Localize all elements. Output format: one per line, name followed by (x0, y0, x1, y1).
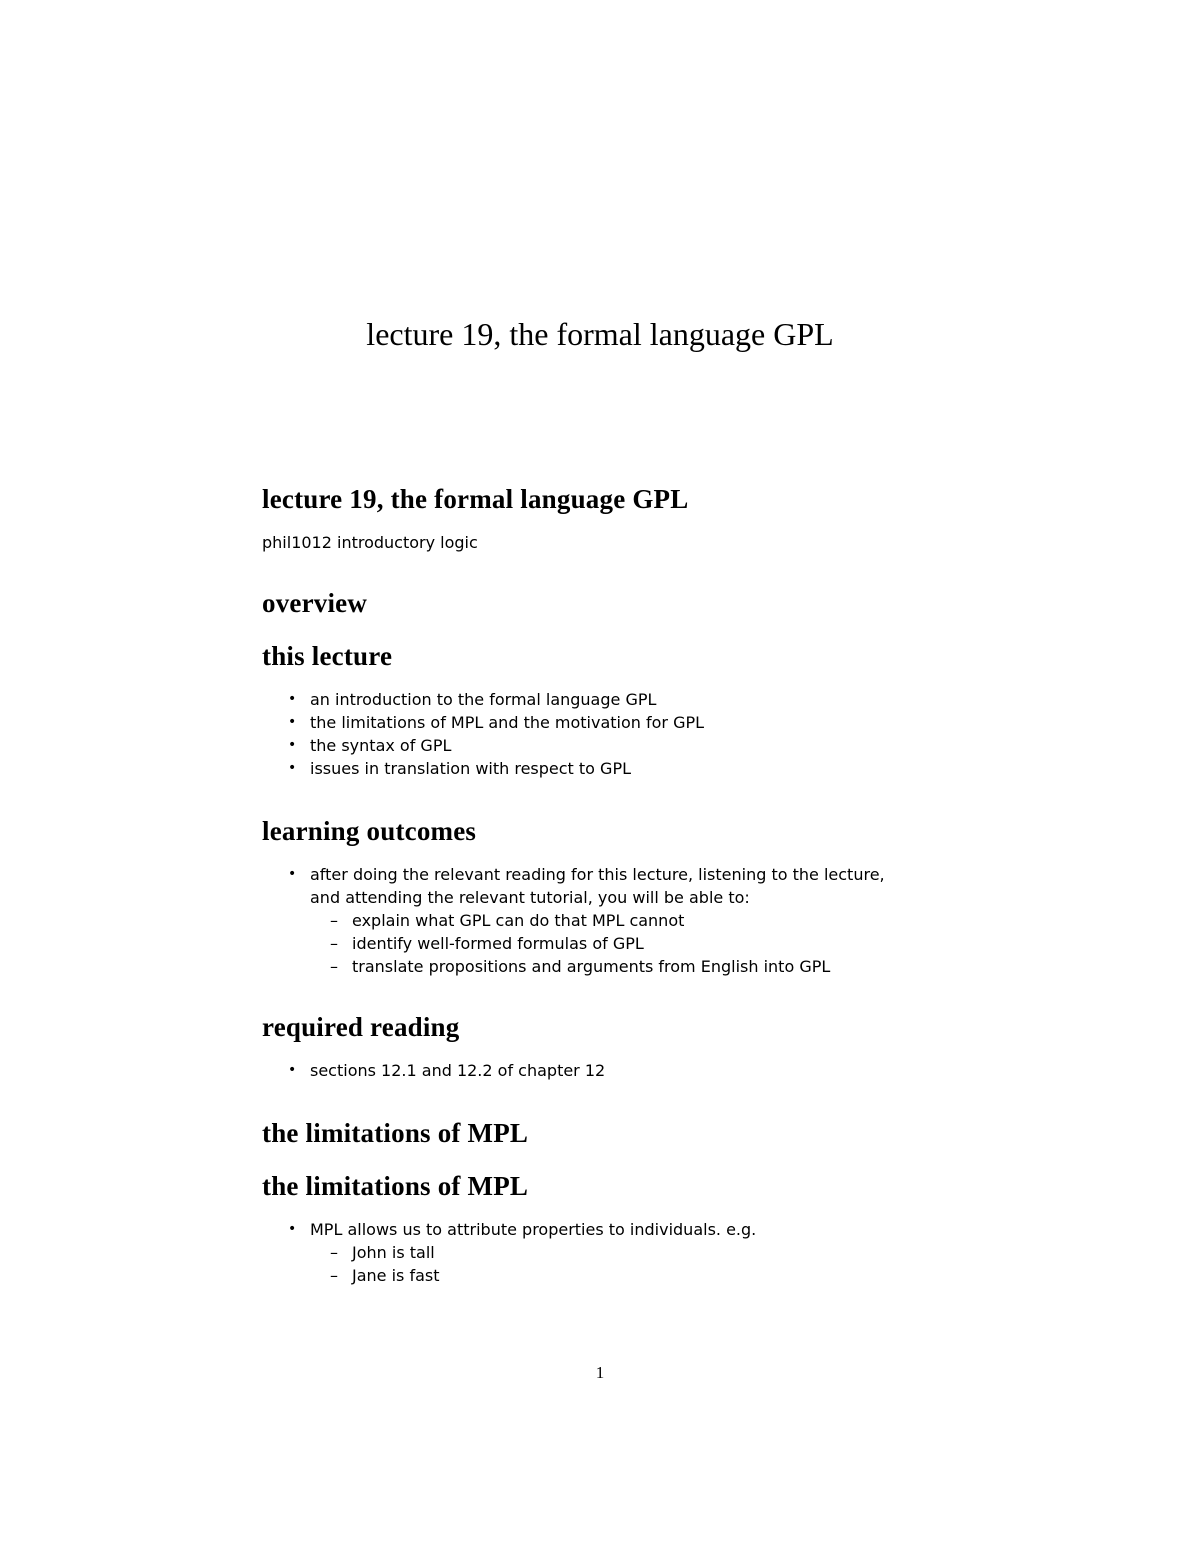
list-item: • the syntax of GPL (288, 736, 452, 755)
page-title: lecture 19, the formal language GPL (366, 316, 834, 352)
dash: – (330, 1266, 338, 1285)
list-item: • MPL allows us to attribute properties to individuals. e.g. – John is tall – Jane is fast (310, 1218, 962, 1287)
learning-outcomes-sublist (310, 909, 962, 978)
limitations-subheading: the limitations of MPL (262, 1171, 529, 1201)
bullet: • (288, 714, 297, 730)
list-item: – identify well-formed formulas of GPL (330, 934, 644, 953)
page-number: 1 (595, 1363, 605, 1382)
list-item: • after doing the relevant reading for this lecture, listening to the lecture, and attending the relevant tutorial, you will be able to: – explain what GPL can do that MPL cannot – identify well-formed formulas of GPL – translate propositions and arguments from English into GPL (310, 863, 962, 978)
list-item: – John is tall (330, 1243, 435, 1262)
bullet: • (288, 866, 297, 882)
overview-heading: overview (262, 588, 368, 618)
dash: – (330, 934, 338, 953)
list-item: – explain what GPL can do that MPL cannot (330, 911, 685, 930)
document-body (262, 484, 962, 1287)
dash: – (330, 957, 338, 976)
list-item: • the limitations of MPL and the motivation for GPL (288, 713, 705, 732)
limitations-heading: the limitations of MPL (262, 1118, 529, 1148)
learning-outcomes-list (262, 863, 962, 978)
required-reading-list (262, 1059, 962, 1082)
limitations-list (262, 1218, 962, 1287)
required-reading-heading: required reading (262, 1012, 460, 1042)
dash: – (330, 911, 338, 930)
bullet: • (288, 1062, 297, 1078)
limitations-sublist (310, 1241, 962, 1287)
learning-outcomes-heading: learning outcomes (262, 816, 477, 846)
course-subtitle: phil1012 introductory logic (262, 533, 478, 552)
dash: – (330, 1243, 338, 1262)
list-item: – Jane is fast (330, 1266, 440, 1285)
lecture-heading: lecture 19, the formal language GPL (262, 484, 689, 514)
bullet: • (288, 1221, 297, 1237)
this-lecture-heading: this lecture (262, 641, 393, 671)
list-item: • issues in translation with respect to GPL (288, 759, 632, 778)
list-item: • sections 12.1 and 12.2 of chapter 12 (288, 1061, 606, 1080)
bullet: • (288, 737, 297, 753)
list-item: – translate propositions and arguments from English into GPL (330, 957, 831, 976)
this-lecture-list (262, 688, 962, 780)
bullet: • (288, 691, 297, 707)
list-item: • an introduction to the formal language GPL (288, 690, 657, 709)
bullet: • (288, 760, 297, 776)
